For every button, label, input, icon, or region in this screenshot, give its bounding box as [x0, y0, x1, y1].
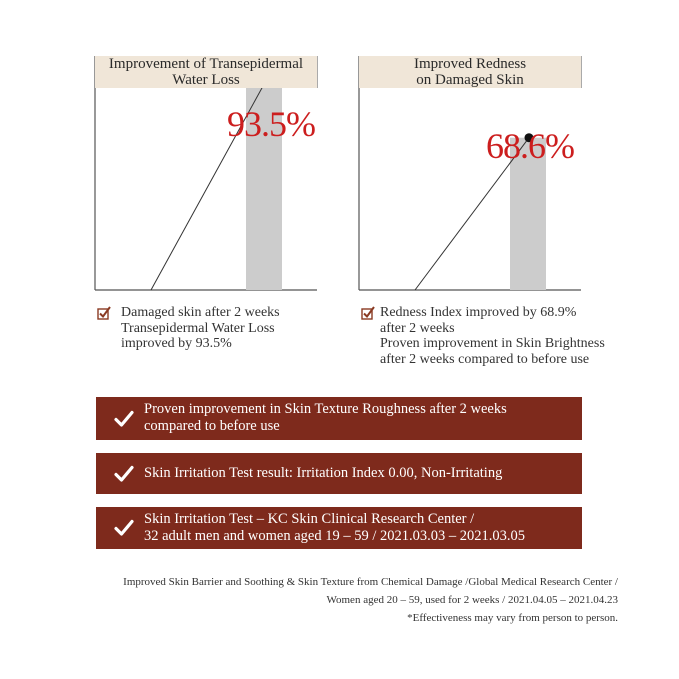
- checkmark-icon: [114, 519, 134, 537]
- chart-svg-water-loss: [94, 56, 318, 292]
- chart-svg-redness: [358, 56, 582, 292]
- chart-title-line: on Damaged Skin: [416, 71, 524, 88]
- banner-texture-roughness: [96, 397, 582, 440]
- banner-line: Skin Irritation Test – KC Skin Clinical Research Center /: [144, 511, 475, 527]
- banner-text: [144, 511, 525, 545]
- banner-text: [144, 465, 502, 482]
- chart-title-water-loss: [95, 56, 317, 88]
- footer-line: Women aged 20 – 59, used for 2 weeks / 2021.04.05 – 2021.04.23: [326, 594, 618, 606]
- value-label-water-loss: 93.5%: [227, 104, 315, 144]
- chart-panel-redness: [358, 56, 582, 292]
- chart-title-line: Improved Redness: [413, 56, 527, 72]
- note-line: Proven improvement in Skin Brightness: [380, 336, 605, 351]
- footer-line: *Effectiveness may vary from person to person.: [407, 612, 618, 624]
- banner-text: [144, 401, 507, 435]
- banner-line: Skin Irritation Test result: Irritation Index 0.00, Non-Irritating: [144, 465, 503, 481]
- note-line: after 2 weeks compared to before use: [380, 351, 590, 367]
- note-redness: [380, 305, 605, 367]
- note-line: Transepidermal Water Loss: [121, 320, 275, 336]
- footer-notes: [58, 573, 618, 627]
- checkmark-icon: [114, 410, 134, 428]
- chart-panel-water-loss: [94, 56, 318, 292]
- checkmark-icon: [114, 465, 134, 483]
- banner-irritation-test: [96, 507, 582, 549]
- note-line: after 2 weeks: [380, 320, 455, 336]
- banner-line: 32 adult men and women aged 19 – 59 / 2021.03.03 – 2021.03.05: [144, 528, 525, 544]
- note-water-loss: [121, 305, 280, 352]
- footer-line: Improved Skin Barrier and Soothing & Skin Texture from Chemical Damage /Global Medical Research Center /: [123, 576, 618, 588]
- banner-irritation-result: [96, 453, 582, 494]
- note-line: improved by 93.5%: [121, 336, 232, 351]
- checkbox-check-icon: [97, 306, 111, 320]
- note-line: Redness Index improved by 68.9%: [380, 305, 577, 320]
- checkbox-check-icon: [361, 306, 375, 320]
- chart-title-line: Water Loss: [172, 71, 240, 88]
- banner-line: compared to before use: [144, 418, 280, 434]
- note-line: Damaged skin after 2 weeks: [121, 305, 280, 320]
- banner-line: Proven improvement in Skin Texture Roughness after 2 weeks: [144, 401, 507, 417]
- value-label-redness: 68.6%: [486, 126, 574, 166]
- chart-title-line: Improvement of Transepidermal: [108, 56, 304, 72]
- chart-title-redness: [359, 56, 581, 88]
